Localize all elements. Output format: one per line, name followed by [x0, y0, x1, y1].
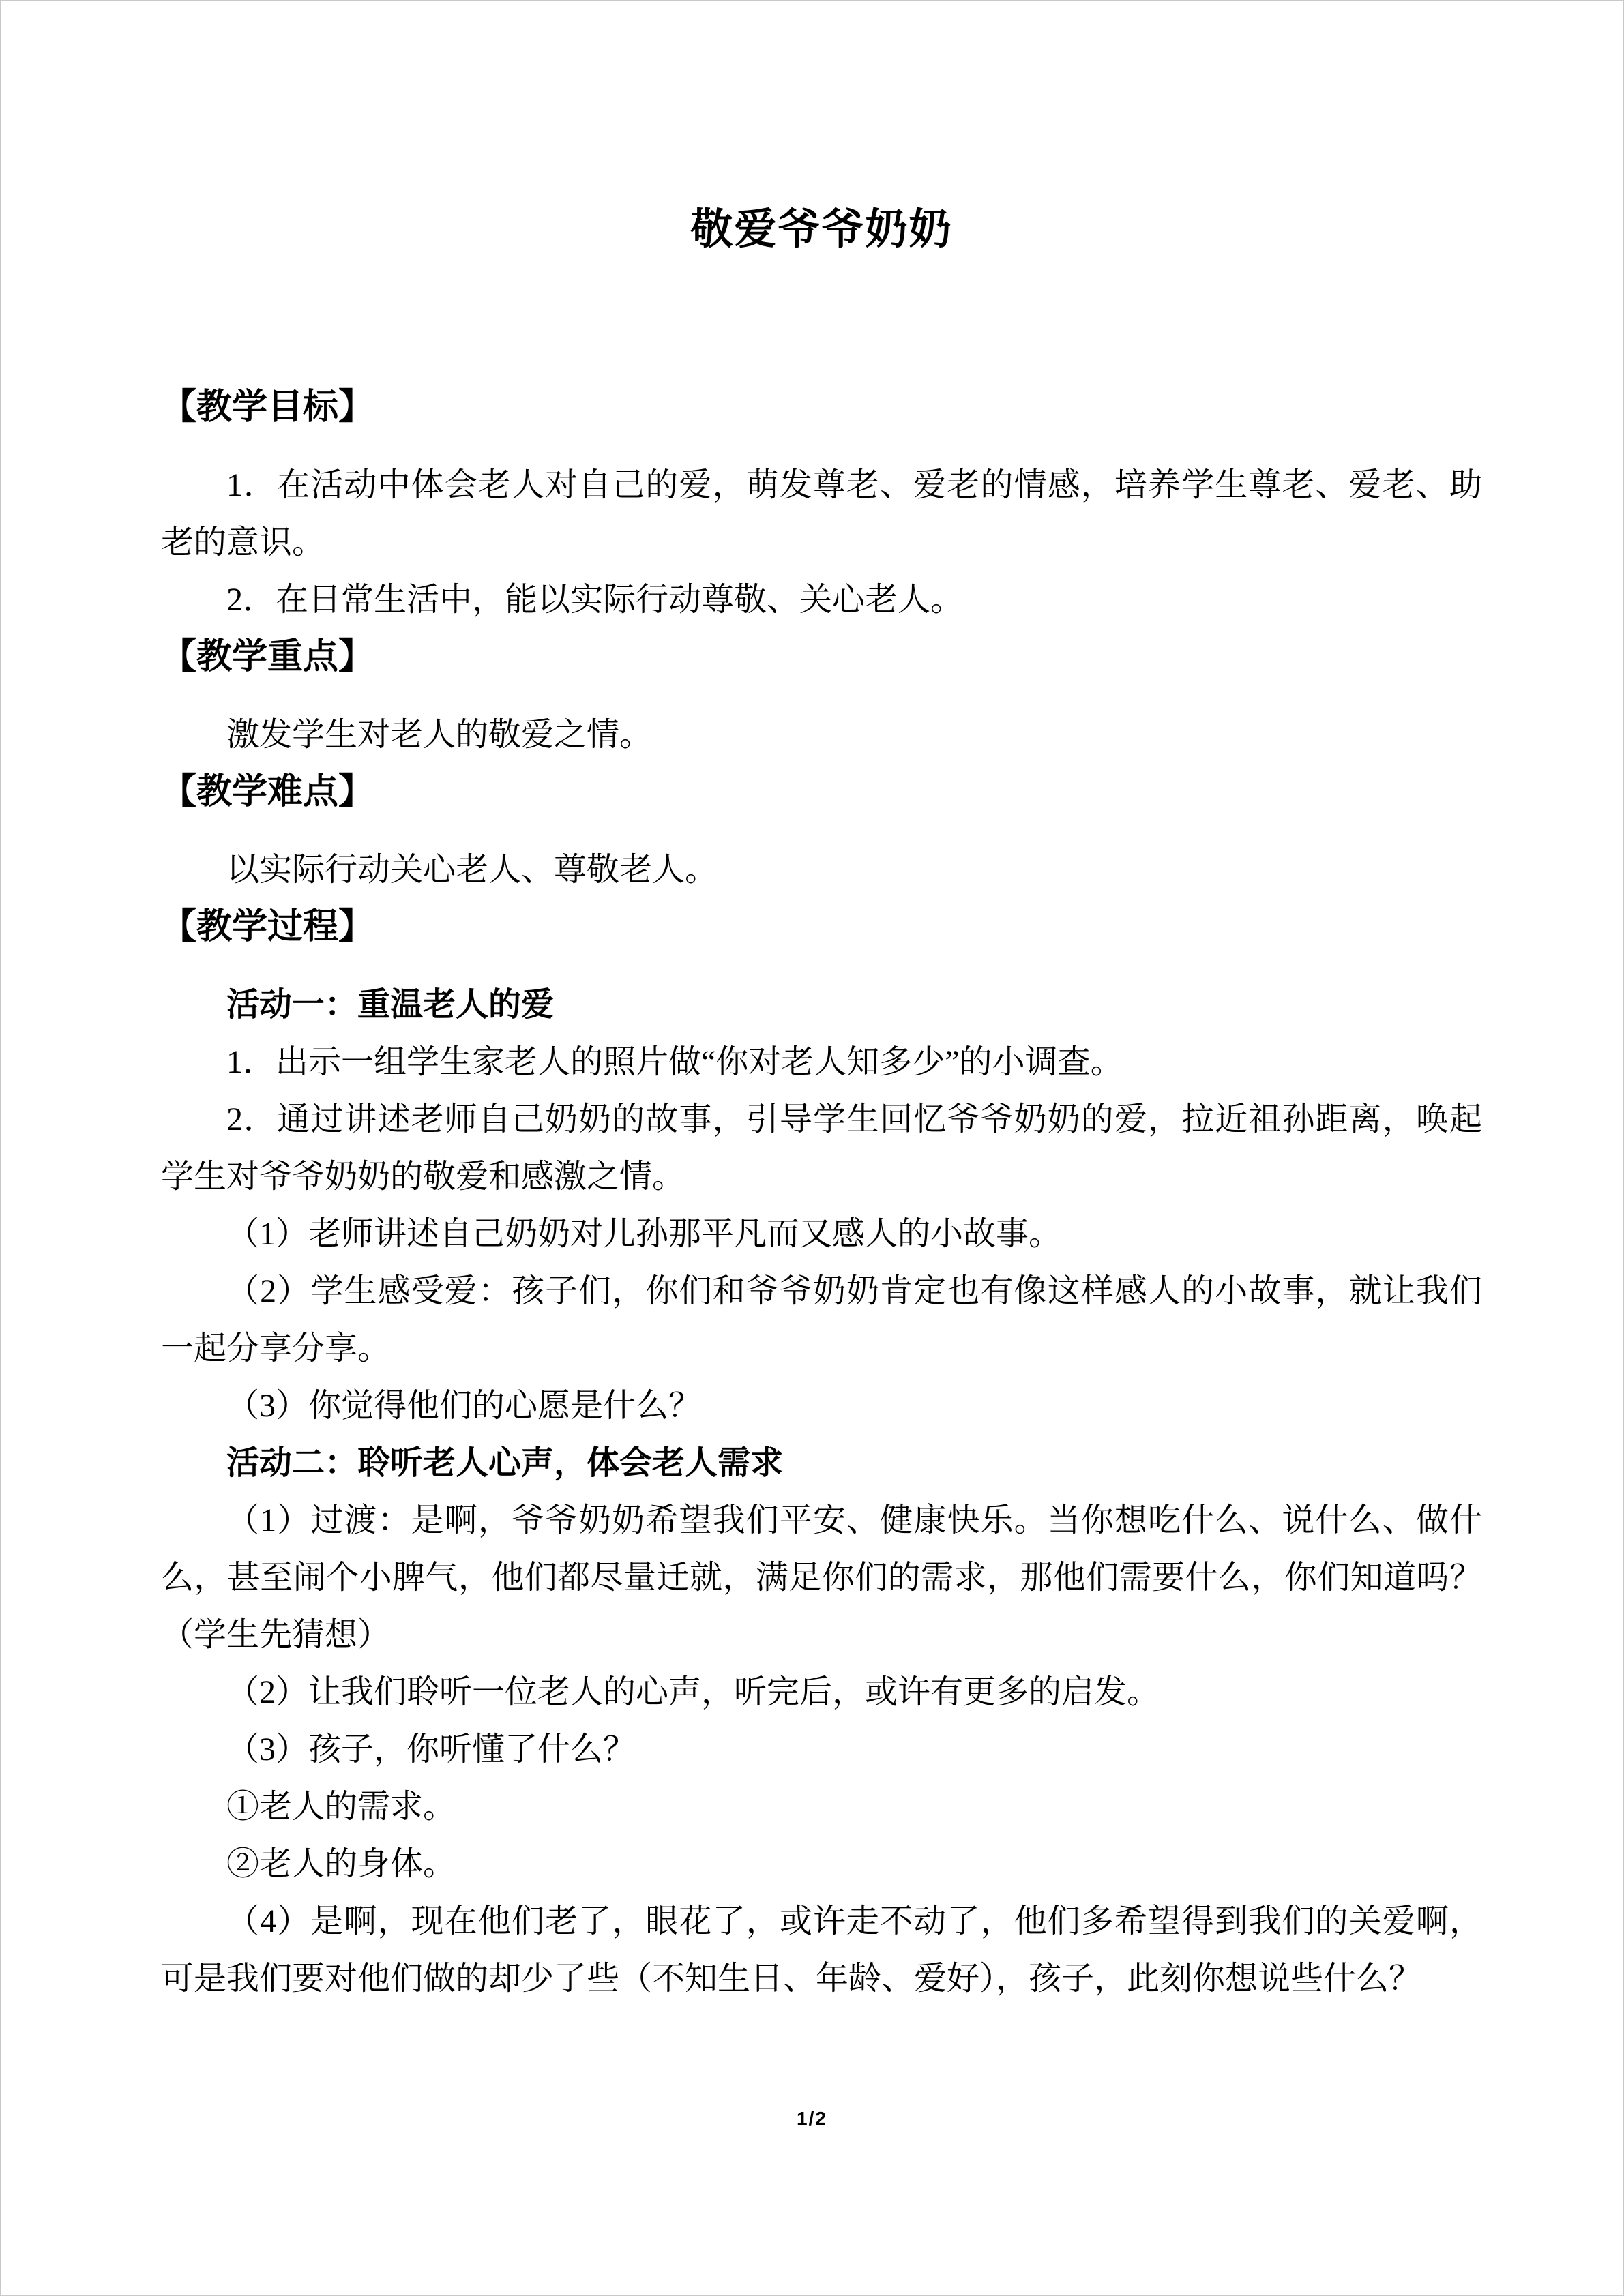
section-heading-process: 【教学过程】 [161, 908, 374, 946]
paragraph: 2．在日常生活中，能以实际行动尊敬、关心老人。 [226, 582, 964, 618]
paragraph: 1．出示一组学生家老人的照片做“你对老人知多少”的小调查。 [226, 1044, 1123, 1080]
paragraph: （1）过渡：是啊，爷爷奶奶希望我们平安、健康快乐。当你想吃什么、说什么、做什么，甚至闹个小脾气，他们都尽量迁就，满足你们的需求，那他们需要什么，你们知道吗？（学生先猜想） [161, 1502, 1482, 1653]
paragraph: 激发学生对老人的敬爱之情。 [226, 717, 653, 753]
paragraph: 1．在活动中体会老人对自己的爱，萌发尊老、爱老的情感，培养学生尊老、爱老、助老的意识。 [161, 467, 1482, 561]
paragraph: （4）是啊，现在他们老了，眼花了，或许走不动了，他们多希望得到我们的关爱啊，可是我们要对他们做的却少了些（不知生日、年龄、爱好），孩子，此刻你想说些什么？ [161, 1903, 1482, 1997]
paragraph: 以实际行动关心老人、尊敬老人。 [226, 852, 718, 888]
activity-heading-2: 活动二：聆听老人心声，体会老人需求 [226, 1445, 784, 1481]
section-heading-objectives: 【教学目标】 [161, 388, 374, 427]
document-title: 敬爱爷爷奶奶 [690, 207, 953, 253]
page-number: 1/2 [797, 2108, 827, 2129]
section-heading-key-points: 【教学重点】 [161, 638, 374, 676]
paragraph: ①老人的需求。 [226, 1789, 456, 1825]
paragraph: 2．通过讲述老师自己奶奶的故事，引导学生回忆爷爷奶奶的爱，拉近祖孙距离，唤起学生对爷爷奶奶的敬爱和感激之情。 [161, 1101, 1482, 1195]
paragraph: （3）孩子，你听懂了什么？ [226, 1731, 636, 1768]
paragraph: ②老人的身体。 [226, 1846, 456, 1882]
activity-heading-1: 活动一：重温老人的爱 [226, 987, 555, 1023]
section-heading-difficulties: 【教学难点】 [161, 773, 374, 811]
paragraph: （2）学生感受爱：孩子们，你们和爷爷奶奶肯定也有像这样感人的小故事，就让我们一起分享分享。 [161, 1273, 1482, 1367]
paragraph: （2）让我们聆听一位老人的心声，听完后，或许有更多的启发。 [226, 1674, 1160, 1710]
paragraph: （3）你觉得他们的心愿是什么？ [226, 1388, 702, 1424]
paragraph: （1）老师讲述自己奶奶对儿孙那平凡而又感人的小故事。 [226, 1216, 1062, 1252]
